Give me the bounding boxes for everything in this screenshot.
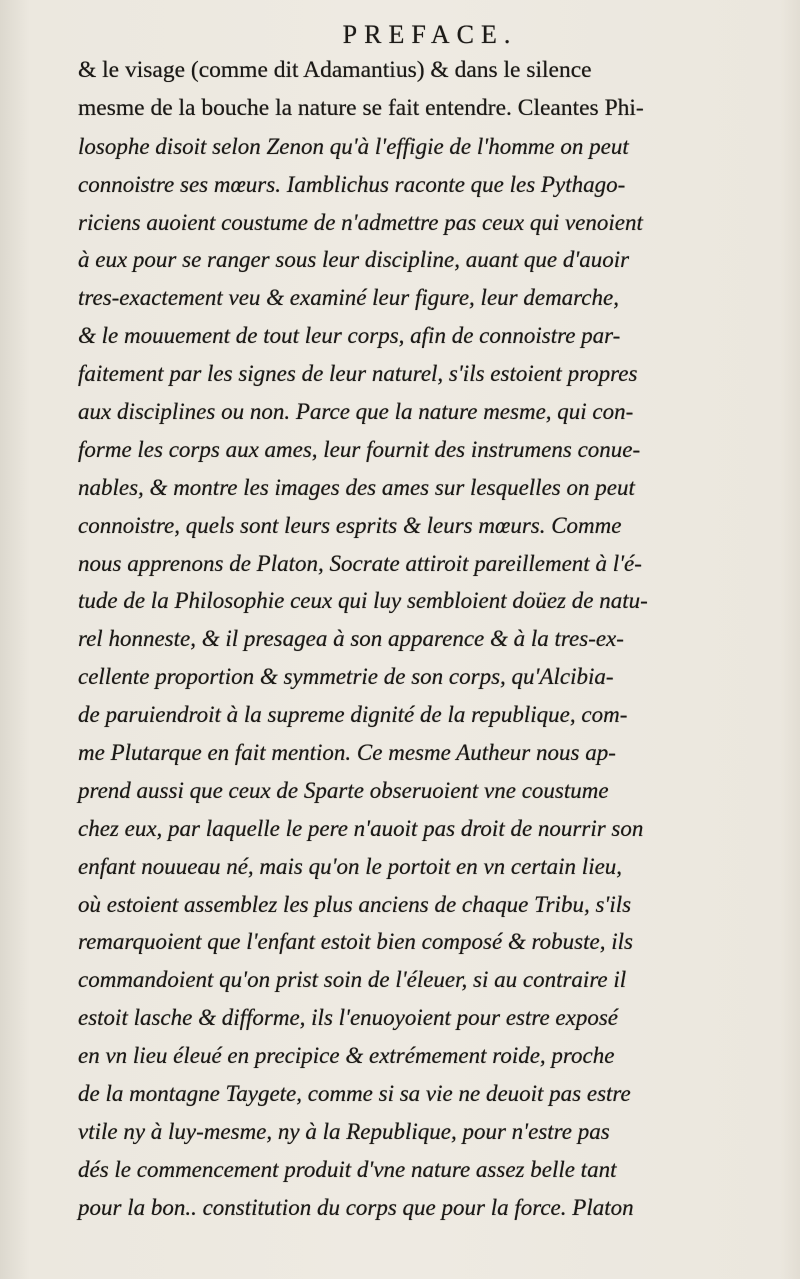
text-line: aux disciplines ou non. Parce que la nature mesme, qui con- xyxy=(78,399,634,425)
text-line: à eux pour se ranger sous leur discipline, auant que d'auoir xyxy=(78,247,630,273)
text-line: connoistre, quels sont leurs esprits & leurs mœurs. Comme xyxy=(78,512,622,538)
text-line: tude de la Philosophie ceux qui luy sembloient doüez de natu- xyxy=(78,588,648,614)
text-line: riciens auoient coustume de n'admettre pas ceux qui venoient xyxy=(78,209,643,235)
text-line: connoistre ses mœurs. Iamblichus raconte que les Pythago- xyxy=(78,171,626,197)
text-line: losophe disoit selon Zenon qu'à l'effigie de l'homme on peut xyxy=(78,133,629,159)
body-text xyxy=(78,52,778,1227)
text-line: cellente proportion & symmetrie de son corps, qu'Alcibia- xyxy=(78,664,614,690)
text-line: chez eux, par laquelle le pere n'auoit pas droit de nourrir son xyxy=(78,815,644,841)
text-line: estoit lasche & difforme, ils l'enuoyoient pour estre exposé xyxy=(78,1005,618,1031)
running-head: PREFACE. xyxy=(342,20,518,49)
text-line: commandoient qu'on prist soin de l'éleuer, si au contraire il xyxy=(78,967,627,993)
text-line: me Plutarque en fait mention. Ce mesme Autheur nous ap- xyxy=(78,740,616,766)
text-line: rel honneste, & il presagea à son apparence & à la tres-ex- xyxy=(78,626,624,652)
text-line: de la montagne Taygete, comme si sa vie ne deuoit pas estre xyxy=(78,1081,631,1107)
text-line: & le mouuement de tout leur corps, afin de connoistre par- xyxy=(78,323,621,349)
text-line: faitement par les signes de leur naturel, s'ils estoient propres xyxy=(78,361,638,387)
text-line: où estoient assemblez les plus anciens de chaque Tribu, s'ils xyxy=(78,891,632,917)
text-line: dés le commencement produit d'vne nature assez belle tant xyxy=(78,1156,617,1182)
text-line: en vn lieu éleué en precipice & extrémement roide, proche xyxy=(78,1043,615,1069)
text-line: de paruiendroit à la supreme dignité de la republique, com- xyxy=(78,702,628,728)
text-line: remarquoient que l'enfant estoit bien composé & robuste, ils xyxy=(78,929,633,955)
text-line: forme les corps aux ames, leur fournit des instrumens conue- xyxy=(78,436,641,462)
text-line: nables, & montre les images des ames sur lesquelles on peut xyxy=(78,474,635,500)
text-line: nous apprenons de Platon, Socrate attiroit pareillement à l'é- xyxy=(78,550,642,576)
text-line: tres-exactement veu & examiné leur figure, leur demarche, xyxy=(78,285,619,311)
text-line: enfant nouueau né, mais qu'on le portoit en vn certain lieu, xyxy=(78,853,623,879)
text-line: & le visage (comme dit Adamantius) & dans le silence xyxy=(78,57,592,83)
text-line: vtile ny à luy-mesme, ny à la Republique, pour n'estre pas xyxy=(78,1118,610,1144)
text-line: prend aussi que ceux de Sparte obseruoient vne coustume xyxy=(78,777,609,803)
text-line: pour la bon.. constitution du corps que pour la force. Platon xyxy=(78,1194,634,1220)
text-line: mesme de la bouche la nature se fait entendre. Cleantes Phi- xyxy=(78,94,644,121)
